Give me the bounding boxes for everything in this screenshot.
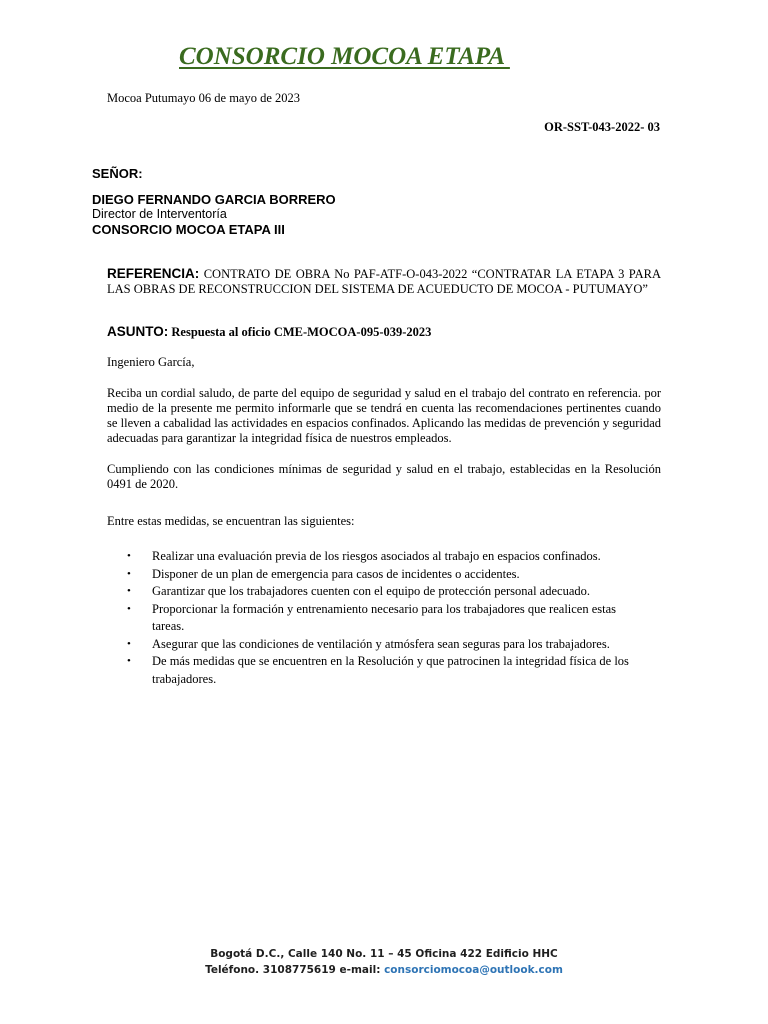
list-item (107, 601, 647, 636)
bullet-icon: • (127, 602, 131, 615)
subject-label: ASUNTO: (107, 324, 169, 339)
list-item-text: Realizar una evaluación previa de los riesgos asociados al trabajo en espacios confinados. (152, 549, 601, 563)
list-item (107, 566, 647, 584)
footer-contact (0, 962, 768, 978)
subject-text: Respuesta al oficio CME-MOCOA-095-039-2023 (168, 325, 432, 339)
greeting: Ingeniero García, (107, 355, 195, 369)
list-item-text: Asegurar que las condiciones de ventilación y atmósfera sean seguras para los trabajadores. (152, 636, 610, 651)
subject-block (107, 324, 431, 340)
bullet-icon: • (127, 637, 131, 650)
measures-list (107, 548, 647, 688)
body-paragraph-3: Entre estas medidas, se encuentran las siguientes: (107, 514, 355, 528)
list-item-text: Disponer de un plan de emergencia para casos de incidentes o accidentes. (152, 566, 520, 581)
reference-text: CONTRATO DE OBRA No PAF-ATF-O-043-2022 “CONTRATAR LA ETAPA 3 PARA LAS OBRAS DE RECONSTRUCCION DEL SISTEMA DE ACUEDUCTO DE MOCOA - PUTUMAYO” (107, 267, 661, 296)
footer (0, 946, 768, 978)
footer-email-link[interactable]: consorciomocoa@outlook.com (384, 964, 563, 976)
company-title: CONSORCIO MOCOA ETAPA (179, 43, 510, 70)
list-item-text: Proporcionar la formación y entrenamiento necesario para los trabajadores que realicen estas tareas. (152, 601, 617, 633)
reference-label: REFERENCIA: (107, 266, 200, 281)
list-item (107, 548, 647, 566)
list-item-text: Garantizar que los trabajadores cuenten con el equipo de protección personal adecuado. (152, 584, 591, 598)
addressee-organization: CONSORCIO MOCOA ETAPA III (92, 222, 285, 237)
reference-block (107, 266, 661, 297)
footer-address: Bogotá D.C., Calle 140 No. 11 – 45 Oficina 422 Edificio HHC (210, 948, 558, 960)
reference-code: OR-SST-043-2022- 03 (544, 120, 660, 134)
addressee-name: DIEGO FERNANDO GARCIA BORRERO (92, 192, 336, 207)
addressee-block (92, 192, 336, 237)
list-item (107, 653, 647, 688)
list-item-text: De más medidas que se encuentren en la Resolución y que patrocinen la integridad física de los trabajadores. (152, 654, 629, 686)
date-line: Mocoa Putumayo 06 de mayo de 2023 (107, 91, 301, 105)
list-item (107, 636, 647, 654)
body-paragraph-1: Reciba un cordial saludo, de parte del equipo de seguridad y salud en el trabajo del contrato en referencia. por medio de la presente me permito informarle que se tendrá en cuenta las recomendaciones pertinentes cuando se lleven a cabalidad las actividades en espacios confinados. Aplicando las medidas de prevención y seguridad adecuadas para garantizar la integridad física de nuestros empleados. (107, 386, 661, 445)
bullet-icon: • (127, 655, 131, 667)
bullet-icon: • (127, 585, 131, 597)
body-paragraph-2: Cumpliendo con las condiciones mínimas de seguridad y salud en el trabajo, establecidas en la Resolución 0491 de 2020. (107, 462, 661, 491)
salutation-label: SEÑOR: (92, 166, 143, 181)
bullet-icon: • (127, 550, 131, 562)
addressee-role: Director de Interventoría (92, 207, 227, 221)
bullet-icon: • (127, 567, 131, 580)
list-item (107, 583, 647, 601)
footer-phone: Teléfono. 3108775619 e-mail: (205, 964, 385, 976)
